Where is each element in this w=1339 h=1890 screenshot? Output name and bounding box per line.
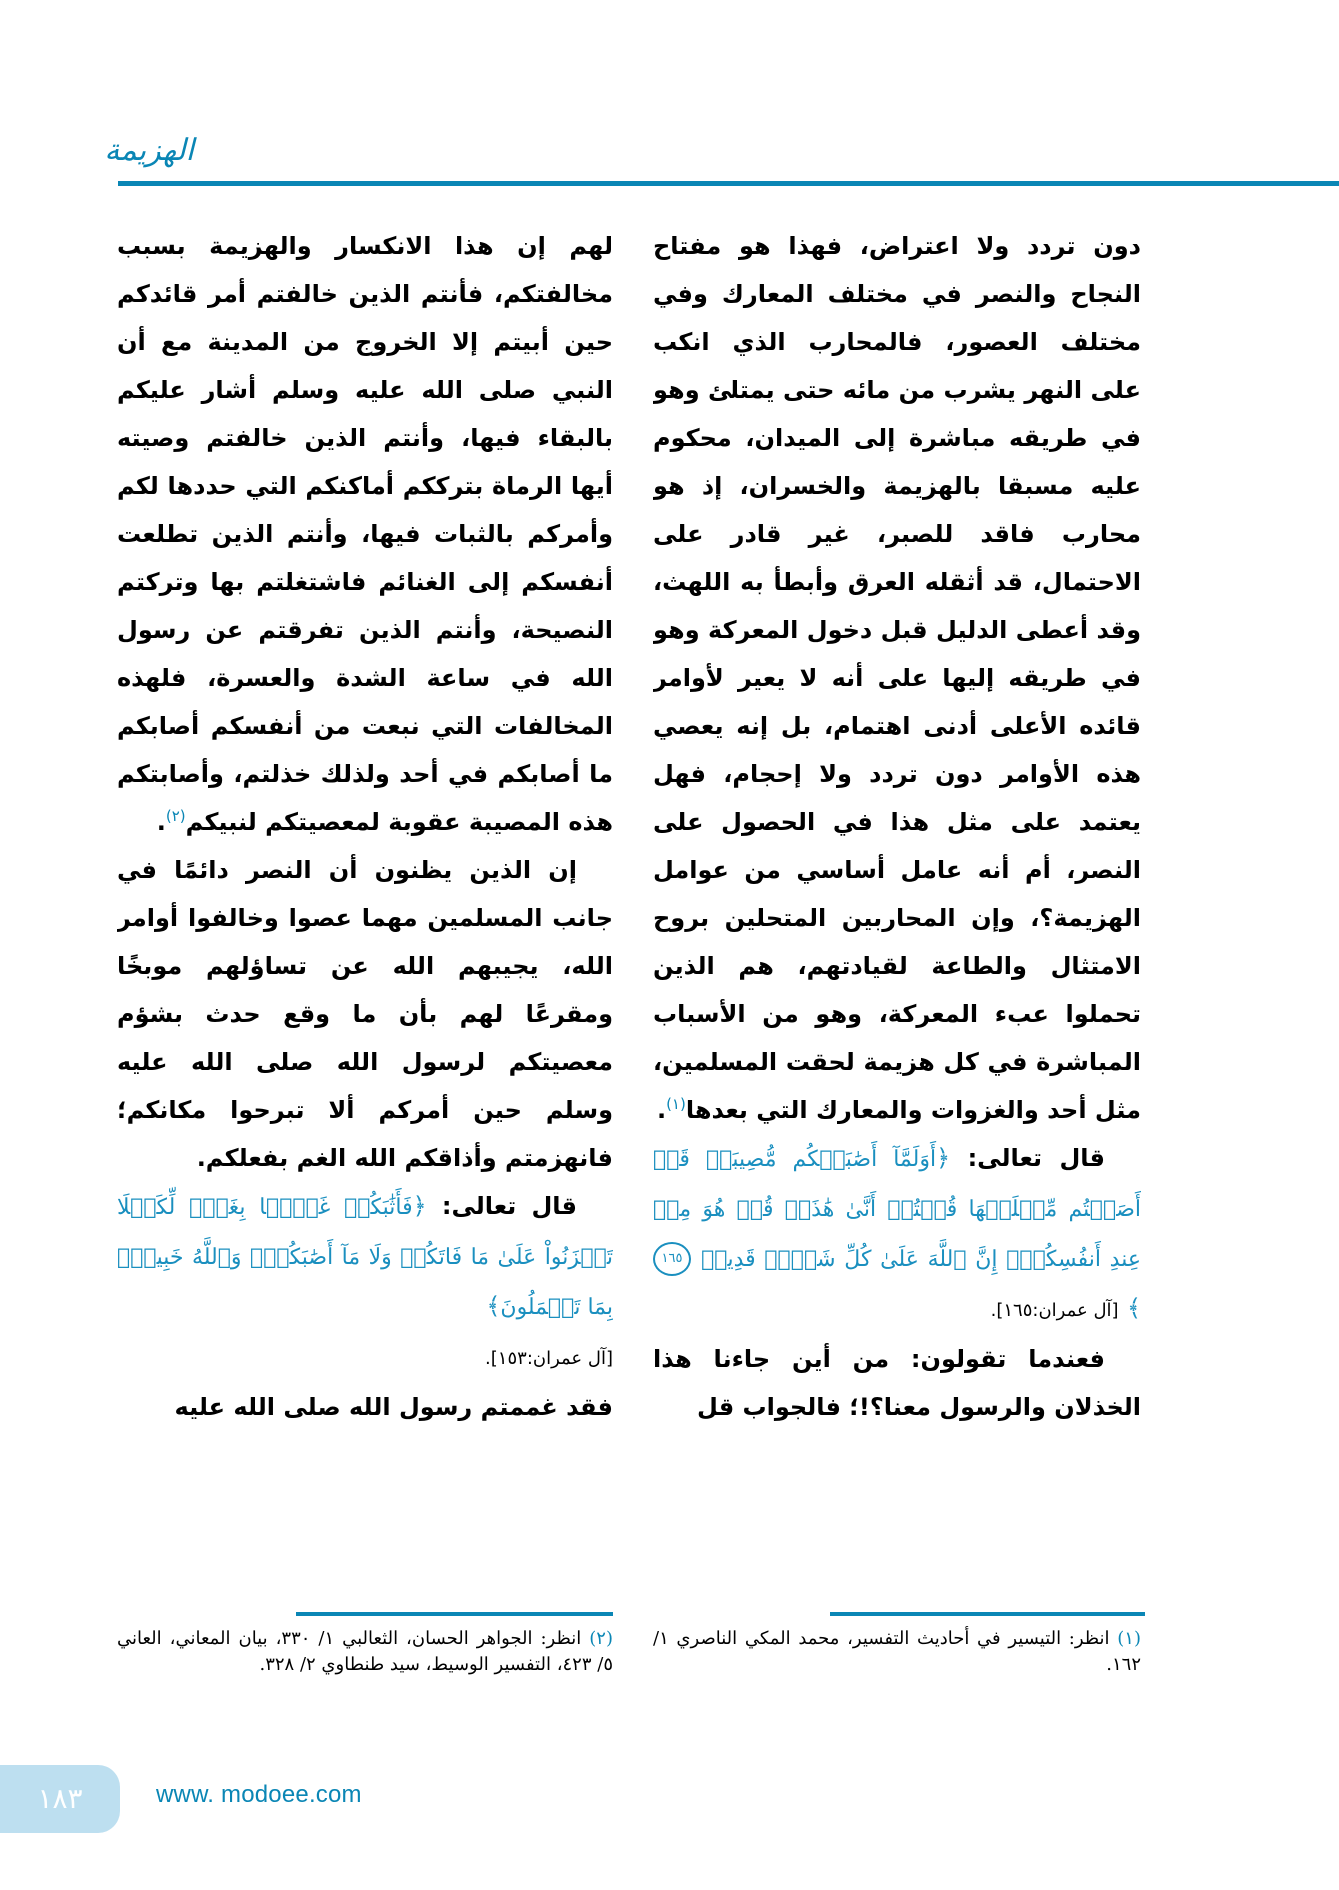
quran-close-bracket-icon: ﴾: [1126, 1294, 1141, 1322]
footnote-1-number: (١): [1117, 1628, 1141, 1649]
left-column: [117, 222, 613, 1602]
quran-close-bracket-icon: ﴾: [486, 1292, 501, 1320]
footnote-2: [117, 1626, 613, 1678]
chapter-title-logo: الهزيمة: [104, 133, 194, 168]
left-paragraph-3-text: فقد غممتم رسول الله صلى الله عليه: [174, 1393, 613, 1421]
right-quran-quote: [653, 1134, 1141, 1335]
left-citation-line: [117, 1332, 613, 1383]
right-paragraph-1-text: دون تردد ولا اعتراض، فهذا هو مفتاح النجاح والنصر في مختلف المعارك وفي مختلف العصور، فالمحارب الذي انكب على النهر يشرب من مائه حتى يمتلئ وهو في طريقه مباشرة إلى الميدان، محكوم عليه مسبقا بالهزيمة والخسران، إذ هو محارب فاقد للصبر، غير قادر على الاحتمال، قد أثقله العرق وأبطأ به اللهث، وقد أعطى الدليل قبل دخول المعركة وهو في طريقه إليها على أنه لا يعير لأوامر قائده الأعلى أدنى اهتمام، بل إنه يعصي هذه الأوامر دون تردد ولا إحجام، فهل يعتمد على مثل هذا في الحصول على النصر، أم أنه عامل أساسي من عوامل الهزيمة؟، وإن المحاربين المتحلين بروح الامتثال والطاعة لقيادتهم، هم الذين تحملوا عبء المعركة، وهو من الأسباب المباشرة في كل هزيمة لحقت المسلمين، مثل أحد والغزوات والمعارك التي بعدها: [653, 232, 1141, 1124]
right-paragraph-1-end: .: [656, 1096, 667, 1124]
right-column: [653, 222, 1141, 1602]
footnote-1: [653, 1626, 1141, 1678]
header-rule: [118, 181, 1339, 186]
left-paragraph-3: [117, 1383, 613, 1431]
left-paragraph-1-text: لهم إن هذا الانكسار والهزيمة بسبب مخالفتكم، فأنتم الذين خالفتم أمر قائدكم حين أبيتم إلا الخروج من المدينة مع أن النبي صلى الله عليه وسلم أشار عليكم بالبقاء فيها، وأنتم الذين خالفتم وصيته أيها الرماة بترككم أماكنكم التي حددها لكم وأمركم بالثبات فيها، وأنتم الذين تطلعت أنفسكم إلى الغنائم فاشتغلتم بها وتركتم النصيحة، وأنتم الذين تفرقتم عن رسول الله في ساعة الشدة والعسرة، فلهذه المخالفات التي نبعت من أنفسكم أصابكم ما أصابكم في أحد ولذلك خذلتم، وأصابتكم هذه المصيبة عقوبة لمعصيتكم لنبيكم: [117, 232, 613, 836]
left-paragraph-2-text: إن الذين يظنون أن النصر دائمًا في جانب المسلمين مهما عصوا وخالفوا أوامر الله، يجيبهم الله عن تساؤلهم موبخًا ومقرعًا لهم بأن ما وقع حدث بشؤم معصيتكم لرسول الله صلى الله عليه وسلم حين أمركم ألا تبرحوا مكانكم؛ فانهزمتم وأذاقكم الله الغم بفعلكم.: [117, 856, 613, 1172]
ayah-number-badge: ١٦٥: [653, 1242, 691, 1276]
website-link[interactable]: www. modoee.com: [156, 1781, 362, 1808]
page-number-badge: [0, 1765, 120, 1833]
quote-intro: قال تعالى:: [441, 1192, 577, 1220]
page-number: ١٨٣: [37, 1782, 83, 1815]
left-paragraph-1-end: .: [156, 808, 166, 836]
left-paragraph-2: [117, 846, 613, 1182]
quran-open-bracket-icon: ﴿: [412, 1192, 427, 1220]
quran-open-bracket-icon: ﴿: [936, 1144, 951, 1172]
footnote-2-text: انظر: الجواهر الحسان، الثعالبي ١/ ٣٣٠، بيان المعاني، العاني ٥/ ٤٢٣، التفسير الوسيط، سيد طنطاوي ٢/ ٣٢٨.: [117, 1628, 613, 1675]
verse-citation: [آل عمران:١٥٣].: [485, 1348, 613, 1369]
footnote-ref-2[interactable]: (٢): [165, 807, 186, 825]
right-paragraph-2-text: فعندما تقولون: من أين جاءنا هذا الخذلان والرسول معنا؟!؛ فالجواب قل: [653, 1345, 1141, 1421]
footnote-ref-1[interactable]: (١): [666, 1095, 686, 1113]
right-paragraph-2: [653, 1335, 1141, 1431]
right-paragraph-1: [653, 222, 1141, 1134]
quran-verse: أَوَلَمَّآ أَصَٰبَتۡكُم مُّصِيبَةٞ قَدۡ أَصَبۡتُم مِّثۡلَيۡهَا قُلۡتُمۡ أَنَّىٰ هَٰذَاۖ قُلۡ هُوَ مِنۡ عِندِ أَنفُسِكُمۡۗ إِنَّ ٱللَّهَ عَلَىٰ كُلِّ شَيۡءٖ قَدِيرٞ: [653, 1147, 1141, 1272]
left-quran-quote: [117, 1182, 613, 1332]
footnote-separator-right: [830, 1612, 1145, 1616]
verse-citation: [آل عمران:١٦٥].: [990, 1300, 1119, 1321]
footnote-separator-left: [296, 1612, 613, 1616]
left-paragraph-1: [117, 222, 613, 846]
footnote-1-text: انظر: التيسير في أحاديث التفسير، محمد المكي الناصري ١/ ١٦٢.: [653, 1628, 1141, 1675]
quote-intro: قال تعالى:: [967, 1144, 1105, 1172]
quran-verse: فَأَثَٰبَكُمۡ غَمَّۢا بِغَمّٖ لِّكَيۡلَا تَحۡزَنُواْ عَلَىٰ مَا فَاتَكُمۡ وَلَا مَآ أَصَٰبَكُمۡۗ وَٱللَّهُ خَبِيرُۢ بِمَا تَعۡمَلُونَ: [117, 1195, 613, 1320]
footnote-2-number: (٢): [589, 1628, 613, 1649]
